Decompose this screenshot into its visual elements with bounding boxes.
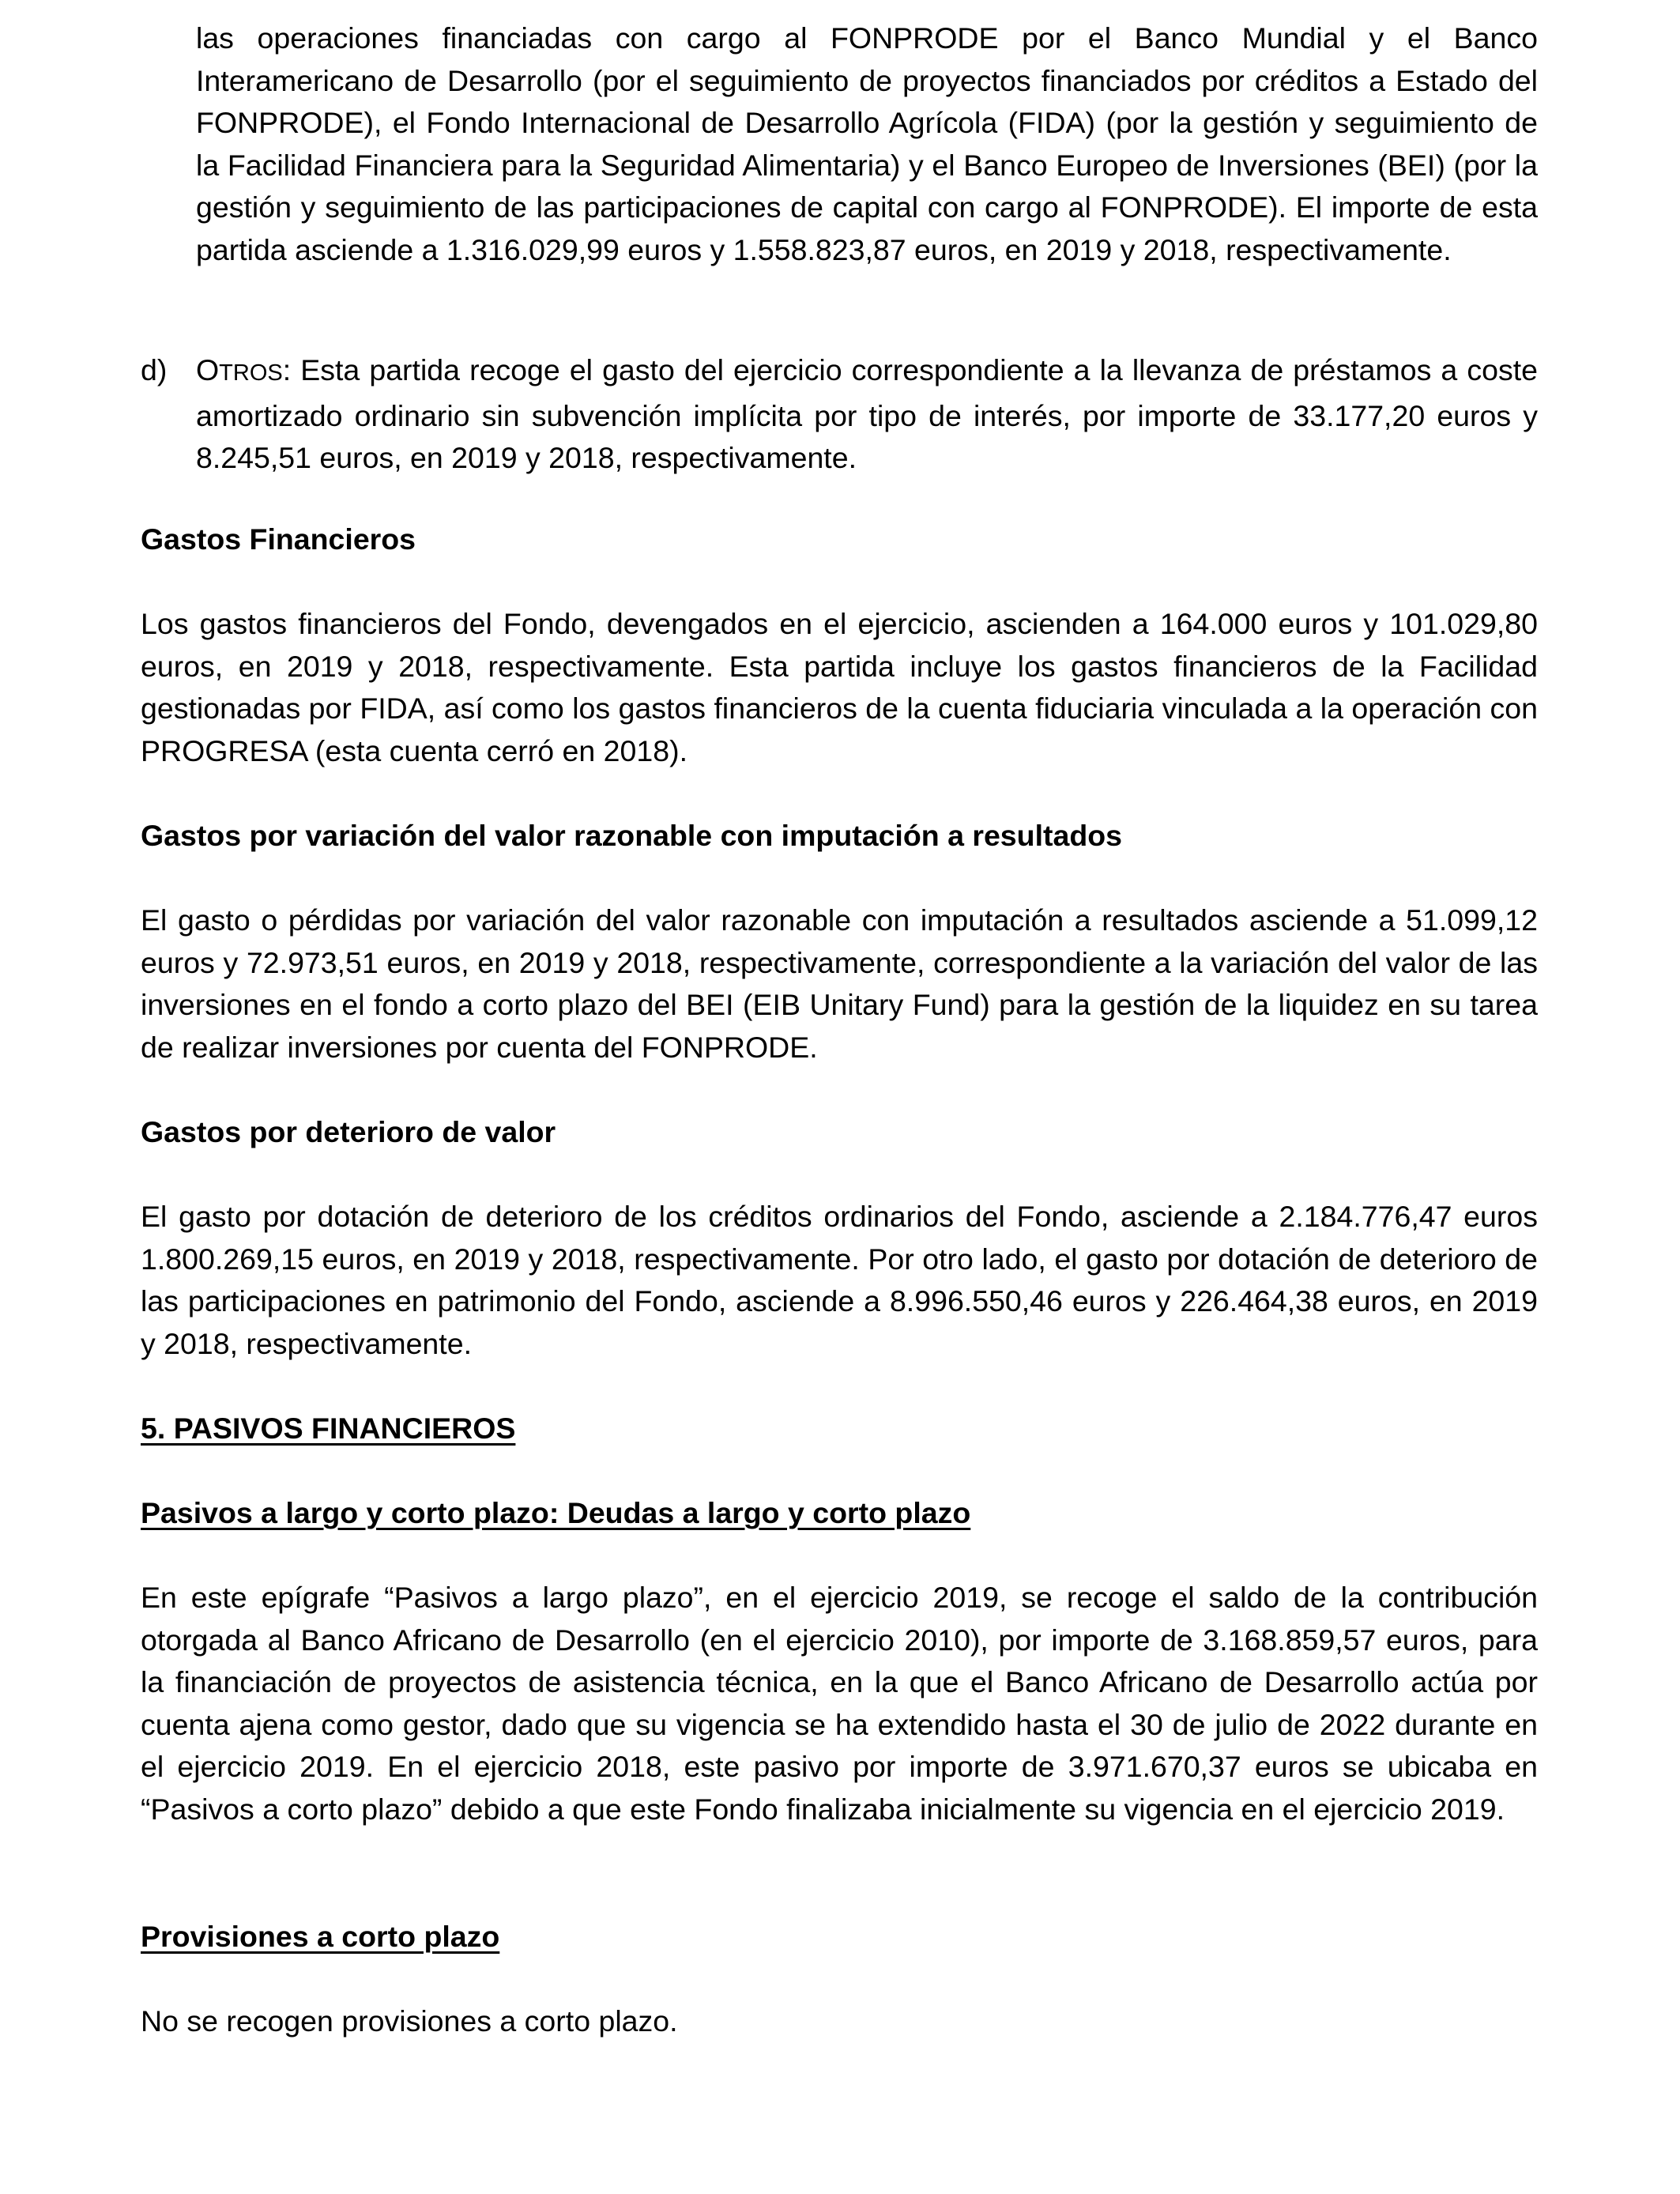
paragraph-deudas: En este epígrafe “Pasivos a largo plazo”, en el ejercicio 2019, se recoge el saldo de la contribución otorgada al Banco Africano de Desarrollo (en el ejercicio 2010), por importe de 3.168.859,57 euros, para la financiación de proyectos de asistencia técnica, en la que el Banco Africano de Desarrollo actúa por cuenta ajena como gestor, dado que su vigencia se ha extendido hasta el 30 de julio de 2022 durante en el ejercicio 2019. En el ejercicio 2018, este pasivo por importe de 3.971.670,37 euros se ubicaba en “Pasivos a corto plazo” debido a que este Fondo finalizaba inicialmente su vigencia en el ejercicio 2019. [141, 1581, 1538, 1826]
heading-deudas: Pasivos a largo y corto plazo: Deudas a largo y corto plazo [141, 1496, 971, 1529]
paragraph-provisiones: No se recogen provisiones a corto plazo. [141, 2004, 678, 2038]
paragraph-valor-razonable: El gasto o pérdidas por variación del valor razonable con imputación a resultados asciende a 51.099,12 euros y 72.973,51 euros, en 2019 y 2018, respectivamente, correspondiente a la variación del valor de las inversiones en el fondo a corto plazo del BEI (EIB Unitary Fund) para la gestión de la liquidez en su tarea de realizar inversiones por cuenta del FONPRODE. [141, 903, 1538, 1064]
heading-valor-razonable: Gastos por variación del valor razonable con imputación a resultados [141, 819, 1123, 852]
heading-deterioro: Gastos por deterioro de valor [141, 1115, 556, 1148]
paragraph-deterioro: El gasto por dotación de deterioro de los créditos ordinarios del Fondo, asciende a 2.184.776,47 euros 1.800.269,15 euros, en 2019 y 2018, respectivamente. Por otro lado, el gasto por dotación de deterioro de las participaciones en patrimonio del Fondo, asciende a 8.996.550,46 euros y 226.464,38 euros, en 2019 y 2018, respectivamente. [141, 1200, 1538, 1360]
item-d-paragraph [196, 349, 1538, 480]
item-d-title-rest: TROS [219, 360, 283, 386]
item-d-text: : Esta partida recoge el gasto del ejercicio correspondiente a la llevanza de préstamos a coste amortizado ordinario sin subvención implícita por tipo de interés, por importe de 33.177,20 euros y 8.245,51 euros, en 2019 y 2018, respectivamente. [196, 353, 1538, 474]
heading-provisiones: Provisiones a corto plazo [141, 1920, 500, 1953]
paragraph-gastos-financieros: Los gastos financieros del Fondo, devengados en el ejercicio, ascienden a 164.000 euros y 101.029,80 euros, en 2019 y 2018, respectivamente. Esta partida incluye los gastos financieros de la Facilidad gestionadas por FIDA, así como los gastos financieros de la cuenta fiduciaria vinculada a la operación con PROGRESA (esta cuenta cerró en 2018). [141, 607, 1538, 767]
item-c-continuation: las operaciones financiadas con cargo al FONPRODE por el Banco Mundial y el Banco Interamericano de Desarrollo (por el seguimiento de proyectos financiados por créditos a Estado del FONPRODE), el Fondo Internacional de Desarrollo Agrícola (FIDA) (por la gestión y seguimiento de la Facilidad Financiera para la Seguridad Alimentaria) y el Banco Europeo de Inversiones (BEI) (por la gestión y seguimiento de las participaciones de capital con cargo al FONPRODE). El importe de esta partida asciende a 1.316.029,99 euros y 1.558.823,87 euros, en 2019 y 2018, respectivamente. [196, 21, 1538, 266]
heading-pasivos-financieros: 5. PASIVOS FINANCIEROS [141, 1412, 516, 1445]
item-d-marker: d) [141, 353, 168, 386]
item-d-title-initial: O [196, 353, 220, 386]
heading-gastos-financieros: Gastos Financieros [141, 522, 416, 556]
